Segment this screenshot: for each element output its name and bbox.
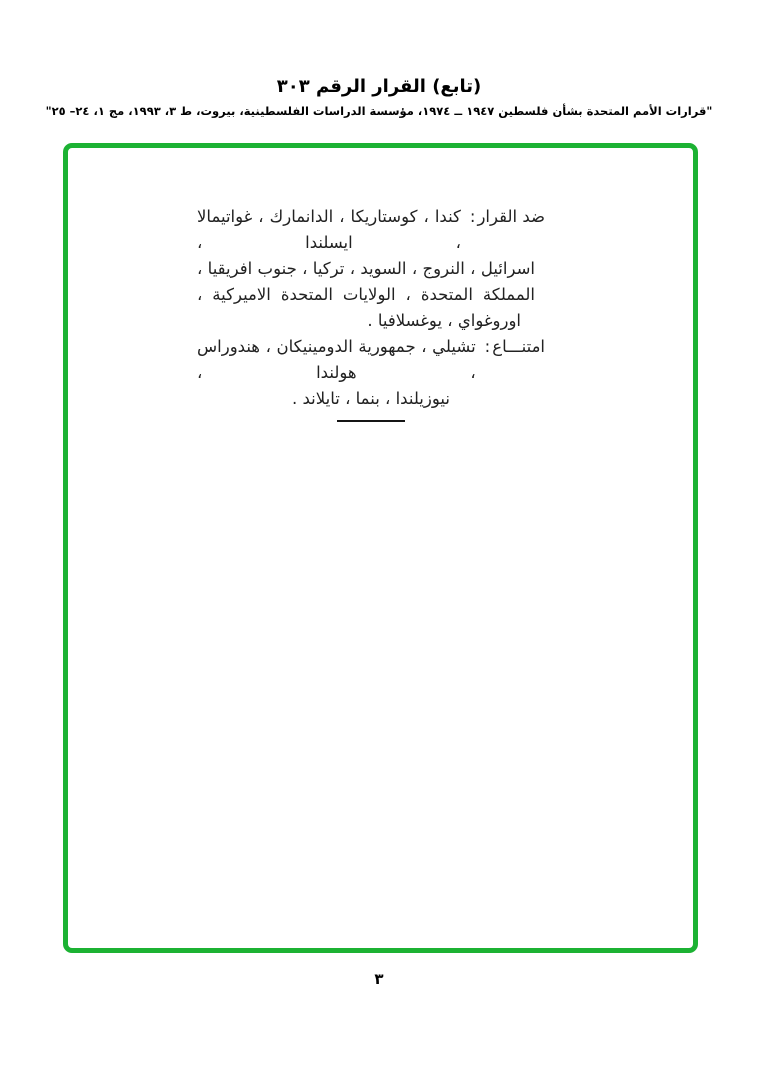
page-title: (تابع) القرار الرقم ٣٠٣ [276, 76, 482, 97]
abstain-line-1: تشيلي ، جمهورية الدومينيكان ، هندوراس ، هولندا ، [197, 337, 476, 382]
green-border-frame [63, 143, 698, 953]
abstain-line-2: نيوزيلندا ، بنما ، تايلاند . [292, 389, 450, 408]
against-label-text: ضد القرار [477, 207, 545, 226]
against-line-4: اوروغواي ، يوغسلافيا . [367, 311, 521, 330]
abstain-first-line [197, 334, 545, 386]
against-label-colon: : [469, 207, 476, 226]
against-label [470, 204, 545, 256]
citation-line: "قرارات الأمم المتحدة بشأن فلسطين ١٩٤٧ ــ ١٩٧٤، مؤسسة الدراسات الفلسطينية، بيروت، ط ٣، ١٩٩٣، مج ١، ٢٤– ٢٥" [45, 104, 713, 118]
abstain-label-text: امتنـــاع [492, 337, 545, 356]
abstain-entry [197, 334, 545, 412]
abstain-label [485, 334, 545, 386]
page-number: ٣ [374, 970, 384, 988]
section-divider [337, 420, 405, 422]
vote-results-block [197, 204, 545, 422]
against-line-2: اسرائيل ، النروج ، السويد ، تركيا ، جنوب افريقيا ، [197, 259, 535, 278]
against-entry [197, 204, 545, 334]
against-line-1: كندا ، كوستاريكا ، الدانمارك ، غواتيمالا ، ايسلندا ، [197, 207, 461, 252]
against-line-3: المملكة المتحدة ، الولايات المتحدة الاميركية ، [197, 285, 535, 304]
against-first-line [197, 204, 545, 256]
abstain-label-colon: : [484, 337, 491, 356]
